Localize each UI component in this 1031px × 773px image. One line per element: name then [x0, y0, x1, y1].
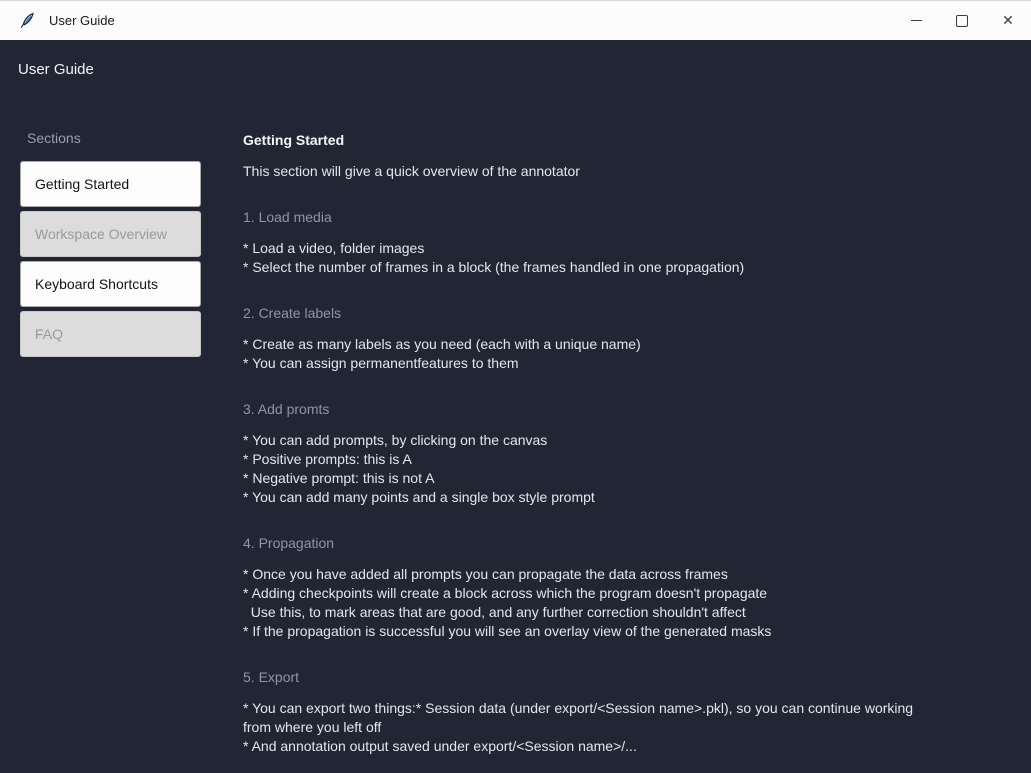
sections-sidebar: [20, 130, 202, 361]
guide-section-heading: 3. Add promts: [243, 401, 330, 417]
guide-section-heading: 4. Propagation: [243, 535, 335, 551]
guide-line: from where you left off: [243, 719, 382, 735]
guide-section: [243, 400, 1025, 507]
close-button[interactable]: [985, 1, 1031, 40]
sections-list: [20, 161, 202, 357]
section-button-workspace-overview: Workspace Overview: [20, 211, 201, 257]
tk-feather-icon: [19, 12, 36, 29]
guide-line: * You can export two things:* Session data (under export/<Session name>.pkl), so you can continue working: [243, 700, 914, 716]
window-title: User Guide: [49, 13, 115, 28]
page-title: User Guide: [18, 61, 94, 78]
maximize-icon: [956, 15, 968, 27]
guide-line: * Load a video, folder images: [243, 240, 425, 256]
guide-line: * You can add prompts, by clicking on the canvas: [243, 432, 548, 448]
guide-section-heading: 2. Create labels: [243, 305, 342, 321]
window-controls: [893, 1, 1031, 40]
guide-section: [243, 304, 1025, 373]
guide-content: [243, 131, 1025, 756]
content-title: Getting Started: [243, 132, 345, 148]
maximize-button[interactable]: [939, 1, 985, 40]
guide-line: * Adding checkpoints will create a block across which the program doesn't propagate: [243, 585, 768, 601]
guide-line: * Positive prompts: this is A: [243, 451, 412, 467]
guide-section: [243, 208, 1025, 277]
guide-line: * You can assign permanentfeatures to them: [243, 355, 519, 371]
content-intro: This section will give a quick overview of the annotator: [243, 163, 580, 179]
close-icon: ✕: [1002, 12, 1014, 29]
guide-section-heading: 1. Load media: [243, 209, 332, 225]
guide-line: * You can add many points and a single box style prompt: [243, 489, 595, 505]
sections-label: Sections: [27, 130, 81, 146]
titlebar: [0, 0, 1031, 40]
guide-line: * Once you have added all prompts you can propagate the data across frames: [243, 566, 728, 582]
guide-line: * And annotation output saved under export/<Session name>/...: [243, 738, 637, 754]
guide-line: * If the propagation is successful you will see an overlay view of the generated masks: [243, 623, 772, 639]
section-button-keyboard-shortcuts[interactable]: Keyboard Shortcuts: [20, 261, 201, 307]
app-body: [0, 40, 1031, 773]
section-button-faq: FAQ: [20, 311, 201, 357]
guide-section: [243, 534, 1025, 641]
guide-line: Use this, to mark areas that are good, and any further correction shouldn't affect: [243, 604, 746, 620]
guide-section: [243, 668, 1025, 756]
guide-line: * Select the number of frames in a block (the frames handled in one propagation): [243, 259, 745, 275]
guide-section-heading: 5. Export: [243, 669, 300, 685]
section-button-getting-started[interactable]: Getting Started: [20, 161, 201, 207]
minimize-icon: [911, 20, 922, 21]
guide-sections: [243, 208, 1025, 756]
guide-line: * Create as many labels as you need (each with a unique name): [243, 336, 641, 352]
minimize-button[interactable]: [893, 1, 939, 40]
guide-line: * Negative prompt: this is not A: [243, 470, 435, 486]
